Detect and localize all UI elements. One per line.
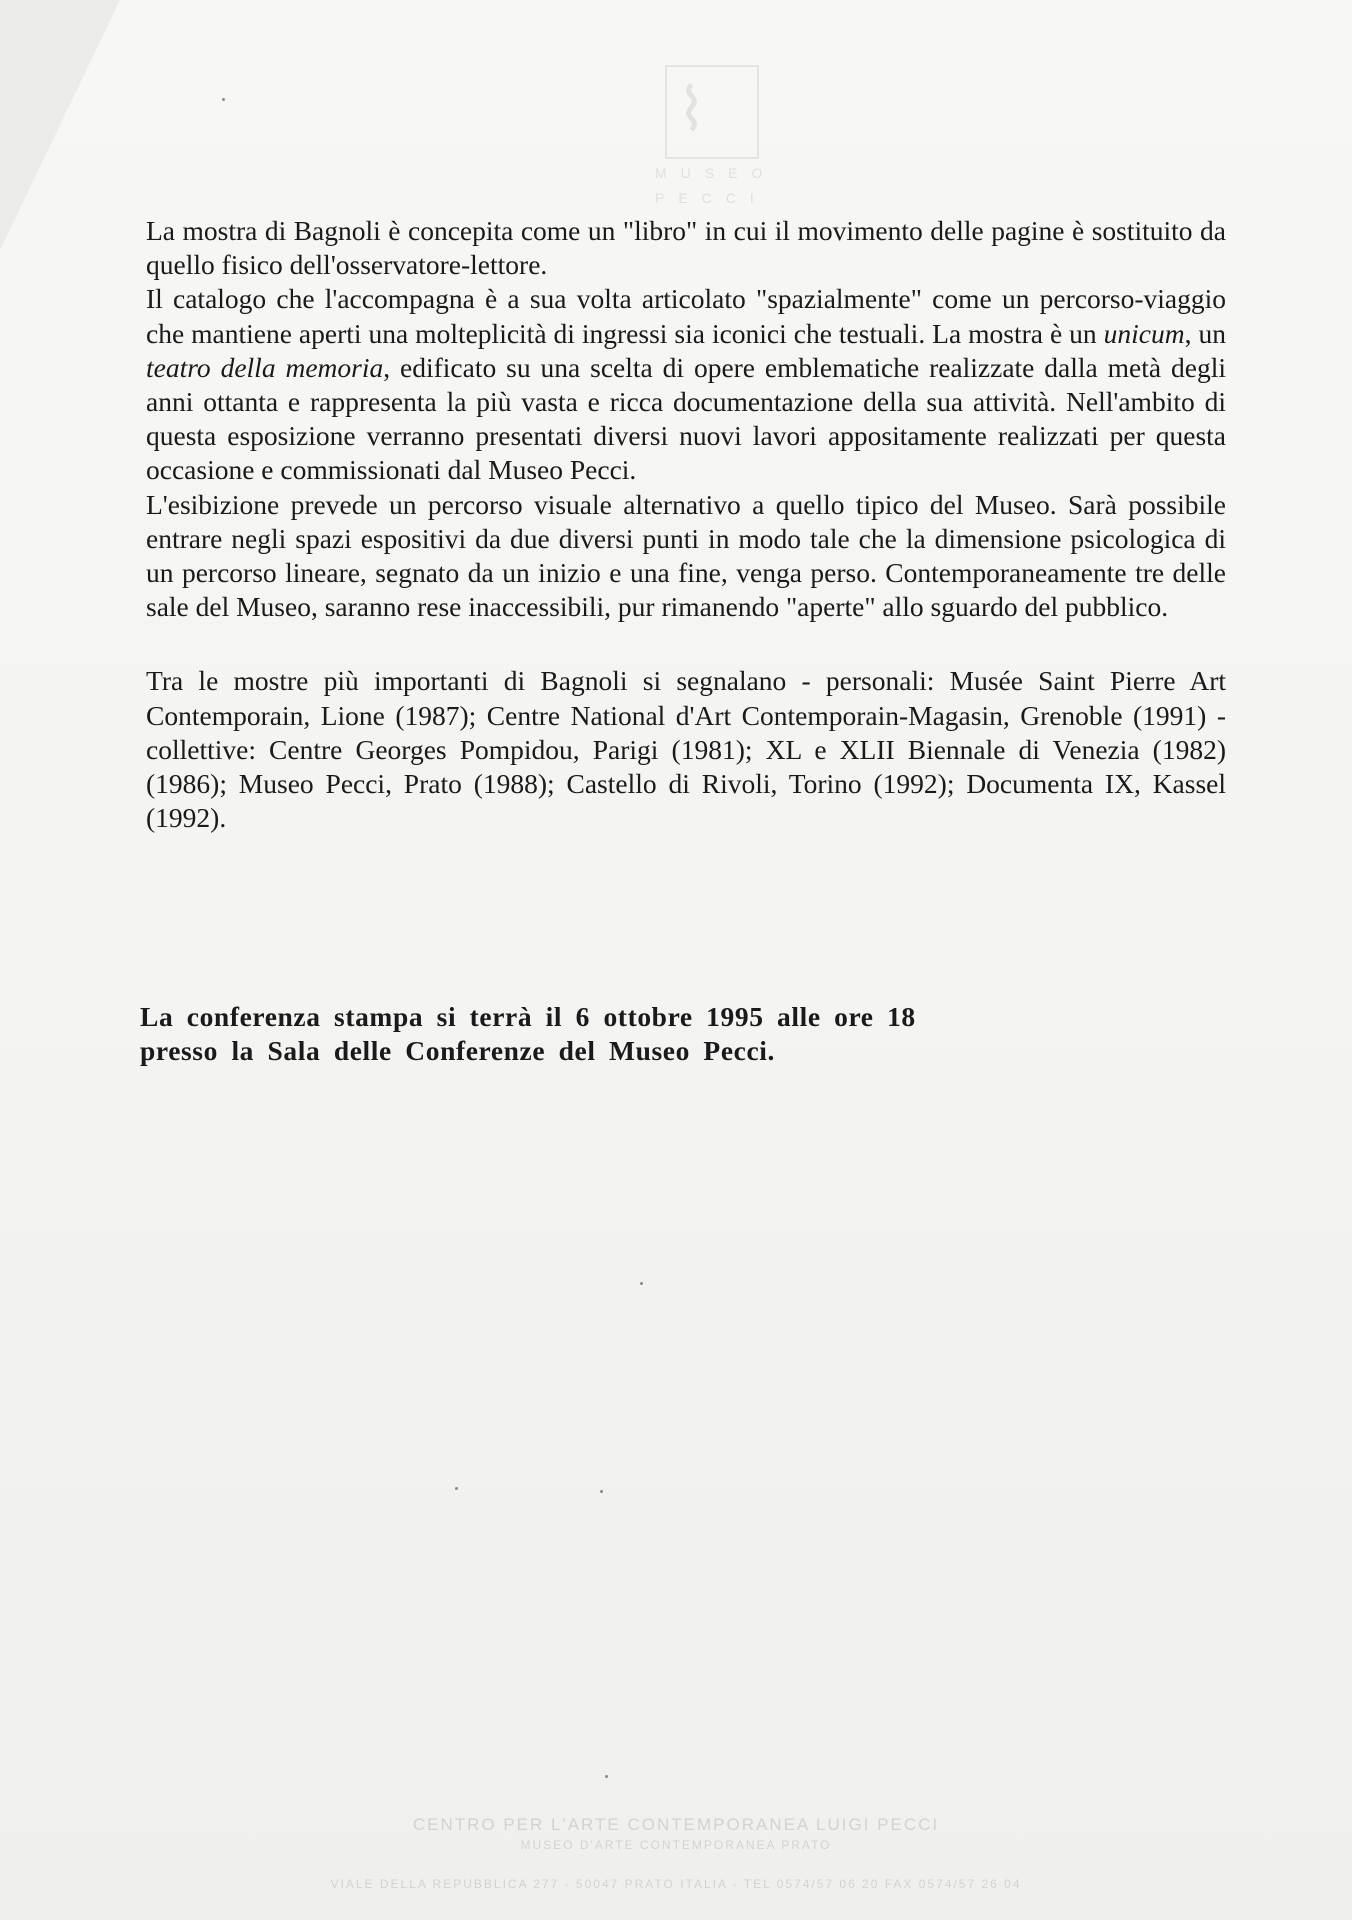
press-conference-announcement [140, 1000, 1140, 1068]
press-release-body [146, 214, 1226, 835]
speck [455, 1487, 458, 1490]
paragraph-visual-route: L'esibizione prevede un percorso visuale alternativo a quello tipico del Museo. Sarà possibile entrare negli spazi espositivi da due diversi punti in modo tale che la dimensione psicologica di un percorso lineare, segnato da un inizio e una fine, venga perso. Contemporaneamente tre delle sale del Museo, saranno rese inaccessibili, pur rimanendo "aperte" allo sguardo del pubblico. [146, 488, 1226, 623]
italic-teatro-della-memoria: teatro della memoria [146, 351, 384, 383]
announcement-line-2: presso la Sala delle Conferenze del Museo Pecci. [140, 1035, 775, 1066]
paragraph-catalogue [146, 282, 1226, 487]
announcement-line-1: La conferenza stampa si terrà il 6 ottobre 1995 alle ore 18 [140, 1001, 916, 1032]
paragraph-exhibition-concept: La mostra di Bagnoli è concepita come un "libro" in cui il movimento delle pagine è sostituito da quello fisico dell'osservatore-lettore. [146, 215, 1226, 281]
footer-address: VIALE DELLA REPUBBLICA 277 - 50047 PRATO ITALIA - TEL 0574/57 06 20 FAX 0574/57 26 04 [330, 1877, 1022, 1891]
paragraph-catalogue-text-1: Il catalogo che l'accompagna è a sua volta articolato "spazialmente" come un percorso-viaggio che mantiene aperti una molteplicità di ingressi sia iconici che testuali. La mostra è un [146, 283, 1226, 349]
footer-institution-name: CENTRO PER L'ARTE CONTEMPORANEA LUIGI PECCI [412, 1815, 940, 1834]
folded-corner [0, 0, 120, 250]
paragraph-exhibitions-list: Tra le mostre più importanti di Bagnoli si segnalano - personali: Musée Saint Pierre Art Contemporain, Lione (1987); Centre National d'Art Contemporain-Magasin, Grenoble (1991) - collettive: Centre Georges Pompidou, Parigi (1981); XL e XLII Biennale di Venezia (1982) (1986); Museo Pecci, Prato (1988); Castello di Rivoli, Torino (1992); Documenta IX, Kassel (1992). [146, 665, 1226, 834]
footer-museum-name: MUSEO D'ARTE CONTEMPORANEA PRATO [520, 1838, 832, 1852]
paragraph-catalogue-text-2: , un [1184, 317, 1226, 349]
speck [600, 1490, 603, 1493]
italic-unicum: unicum [1103, 317, 1185, 349]
speck [222, 98, 225, 101]
speck [640, 1282, 643, 1285]
logo-word-pecci: PECCI [655, 190, 768, 206]
paragraph-catalogue-text-3: , edificato su una scelta di opere emblematiche realizzate dalla metà degli anni ottanta e rappresenta la più vasta e ricca documentazione della sua attività. Nell'ambito di questa esposizione verranno presentati diversi nuovi lavori appositamente realizzati per questa occasione e commissionati dal Museo Pecci. [146, 351, 1226, 486]
logo-mark-icon: ⌇ [677, 75, 707, 145]
speck [605, 1775, 608, 1778]
logo-word-museo: MUSEO [655, 165, 777, 181]
museum-logo [655, 65, 777, 215]
